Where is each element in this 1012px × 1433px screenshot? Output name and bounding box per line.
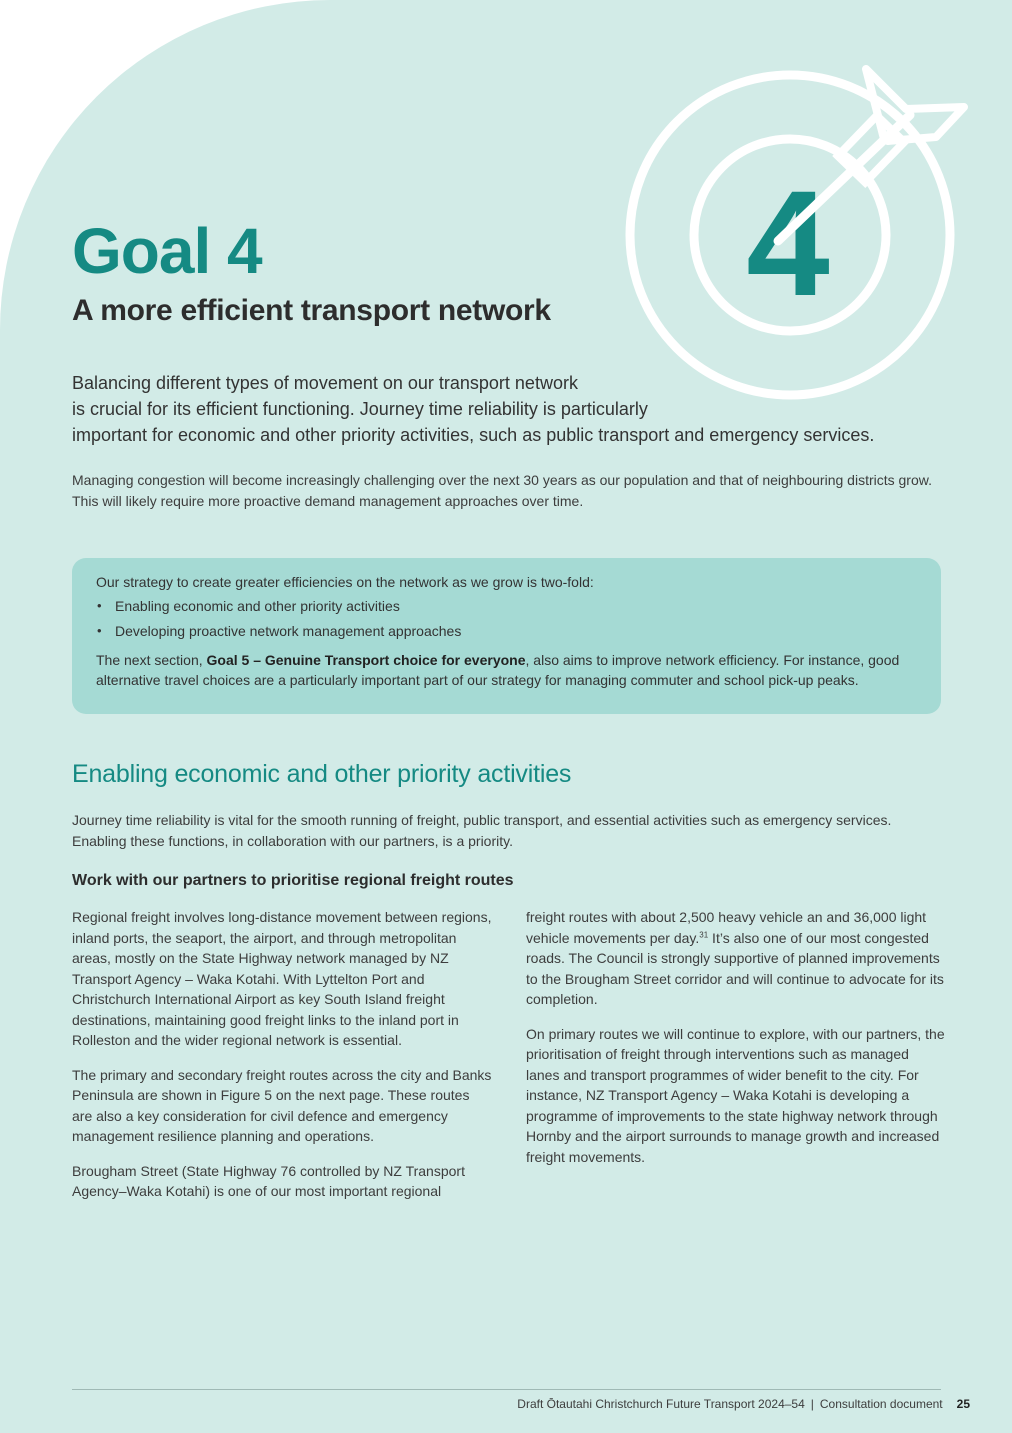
body-paragraph	[526, 907, 946, 1010]
strategy-note-suffix: , also aims to improve network efficiency. For instance, good alternative travel choices are a particularly important part of our strategy for managing commuter and school pick-up peaks.	[96, 652, 900, 688]
strategy-note-prefix: The next section,	[96, 652, 207, 668]
strategy-bullet: • Developing proactive network management approaches	[96, 621, 926, 646]
body-text: freight routes with about 2,500 heavy vehicle an and 36,000 light vehicle movements per day.	[526, 909, 927, 946]
goal-subtitle: A more efficient transport network	[72, 294, 551, 327]
body-paragraph: Brougham Street (State Highway 76 controlled by NZ Transport Agency–Waka Kotahi) is one of our most important regional	[72, 1162, 465, 1199]
lead-line: is crucial for its efficient functioning. Journey time reliability is particularly	[72, 399, 648, 419]
footer-divider	[72, 1389, 941, 1390]
right-column	[526, 907, 946, 1181]
strategy-bullet: • Enabling economic and other priority activities	[96, 596, 926, 621]
footer-doc-type: Consultation document	[819, 1397, 943, 1411]
body-paragraph: The primary and secondary freight routes across the city and Banks Peninsula are shown in Figure 5 on the next page. These routes are also a key consideration for civil defence and emergency management resilience planning and operations.	[72, 1066, 492, 1144]
goal-title: Goal 4	[72, 215, 262, 287]
intro-paragraph: Managing congestion will become increasingly challenging over the next 30 years as our population and that of neighbouring districts grow. This will likely require more proactive demand management approaches over time.	[72, 472, 932, 509]
strategy-callout-content	[96, 572, 926, 690]
lead-line: Balancing different types of movement on our transport network	[72, 373, 578, 393]
footer-doc-title: Draft Ōtautahi Christchurch Future Transport 2024–54	[517, 1397, 805, 1411]
target-arrow-icon	[620, 55, 980, 405]
body-paragraph: Regional freight involves long-distance movement between regions, inland ports, the seaport, the airport, and through metropolitan areas, mostly on the State Highway network managed by NZ Transport Agency – Waka Kotahi. With Lyttelton Port and Christchurch International Airport as key South Island freight destinations, maintaining good freight links to the inland port in Rolleston and the wider regional network is essential.	[72, 909, 492, 1048]
goal5-reference: Goal 5 – Genuine Transport choice for everyone	[206, 652, 526, 668]
page-footer	[517, 1397, 970, 1411]
strategy-callout-box	[72, 558, 941, 714]
lead-line: important for economic and other priority activities, such as public transport and emergency services.	[72, 425, 875, 445]
strategy-note	[96, 650, 926, 690]
footer-separator: |	[810, 1397, 814, 1411]
body-text: It’s also one of our most congested roads. The Council is strongly supportive of planned improvements to the Brougham Street corridor and will continue to advocate for its completion.	[526, 929, 944, 1007]
lead-paragraph	[72, 370, 952, 448]
goal-number: 4	[746, 159, 830, 327]
left-column	[72, 907, 492, 1216]
strategy-intro: Our strategy to create greater efficiencies on the network as we grow is two-fold:	[96, 574, 594, 590]
section-intro: Journey time reliability is vital for the smooth running of freight, public transport, and essential activities such as emergency services. Enabling these functions, in collaboration with our partners, is a priority.	[72, 812, 892, 849]
section-heading: Enabling economic and other priority activities	[72, 760, 572, 788]
page-number: 25	[956, 1397, 970, 1411]
sub-heading: Work with our partners to prioritise regional freight routes	[72, 872, 514, 889]
body-paragraph: On primary routes we will continue to explore, with our partners, the prioritisation of freight through interventions such as managed lanes and transport programmes of wider benefit to the city. For instance, NZ Transport Agency – Waka Kotahi is developing a programme of improvements to the state highway network through Hornby and the airport surrounds to manage growth and increased freight movements.	[526, 1025, 945, 1165]
footnote-reference[interactable]: 31	[699, 929, 709, 939]
strategy-bullet-list	[96, 596, 926, 646]
